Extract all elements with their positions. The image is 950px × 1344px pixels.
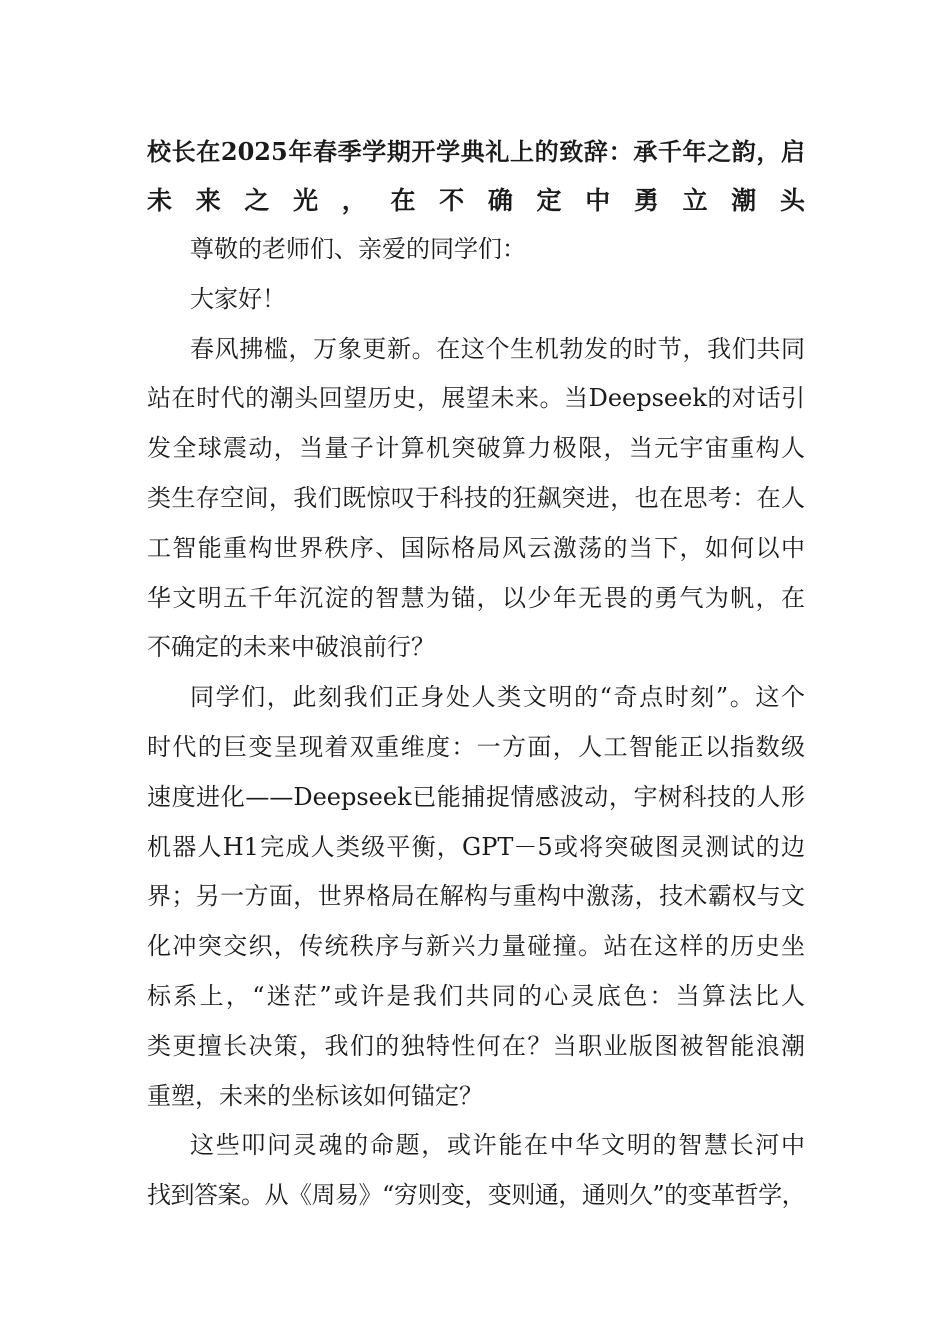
text-line: 同学们，此刻我们正身处人类文明的“奇点时刻”。这个 <box>190 683 805 712</box>
text-line: 标系上，“迷茫”或许是我们共同的心灵底色：当算法比人 <box>147 981 805 1010</box>
text-line: 尊敬的老师们、亲爱的同学们： <box>190 235 526 263</box>
document-title <box>147 127 805 225</box>
text-line: 大家好！ <box>190 284 286 313</box>
text-line: 重塑，未来的坐标该如何锚定？ <box>147 1081 483 1110</box>
text-line: 站在时代的潮头回望历史，展望未来。当Deepseek的对话引 <box>147 384 805 413</box>
text-line: 机器人H1完成人类级平衡，GPT－5或将突破图灵测试的边 <box>147 832 805 861</box>
text-line: 找到答案。从《周易》“穷则变，变则通，通则久”的变革哲学， <box>147 1181 805 1210</box>
paragraph <box>147 1121 805 1221</box>
paragraph-salutation <box>147 225 805 275</box>
paragraph-greeting <box>147 275 805 325</box>
text-line: 界；另一方面，世界格局在解构与重构中激荡，技术霸权与文 <box>147 882 805 911</box>
text-line: 类生存空间，我们既惊叹于科技的狂飙突进，也在思考：在人 <box>147 483 805 512</box>
text-line: 发全球震动，当量子计算机突破算力极限，当元宇宙重构人 <box>147 434 805 463</box>
text-line: 不确定的未来中破浪前行？ <box>147 633 435 662</box>
text-line: 化冲突交织，传统秩序与新兴力量碰撞。站在这样的历史坐 <box>147 932 805 961</box>
document-content <box>147 127 805 1221</box>
paragraph <box>147 673 805 1121</box>
paragraph <box>147 325 805 674</box>
title-line: 未来之光，在不确定中勇立潮头 <box>147 186 805 215</box>
document-body <box>147 225 805 1221</box>
text-line: 时代的巨变呈现着双重维度：一方面，人工智能正以指数级 <box>147 732 805 761</box>
text-line: 华文明五千年沉淀的智慧为锚，以少年无畏的勇气为帆，在 <box>147 583 805 612</box>
text-line: 春风拂槛，万象更新。在这个生机勃发的时节，我们共同 <box>190 334 805 363</box>
text-line: 这些叩问灵魂的命题，或许能在中华文明的智慧长河中 <box>190 1131 805 1160</box>
title-line: 校长在2025年春季学期开学典礼上的致辞：承千年之韵，启 <box>147 137 805 166</box>
text-line: 类更擅长决策，我们的独特性何在？当职业版图被智能浪潮 <box>147 1031 805 1060</box>
text-line: 速度进化——Deepseek已能捕捉情感波动，宇树科技的人形 <box>147 782 805 811</box>
text-line: 工智能重构世界秩序、国际格局风云激荡的当下，如何以中 <box>147 533 805 562</box>
